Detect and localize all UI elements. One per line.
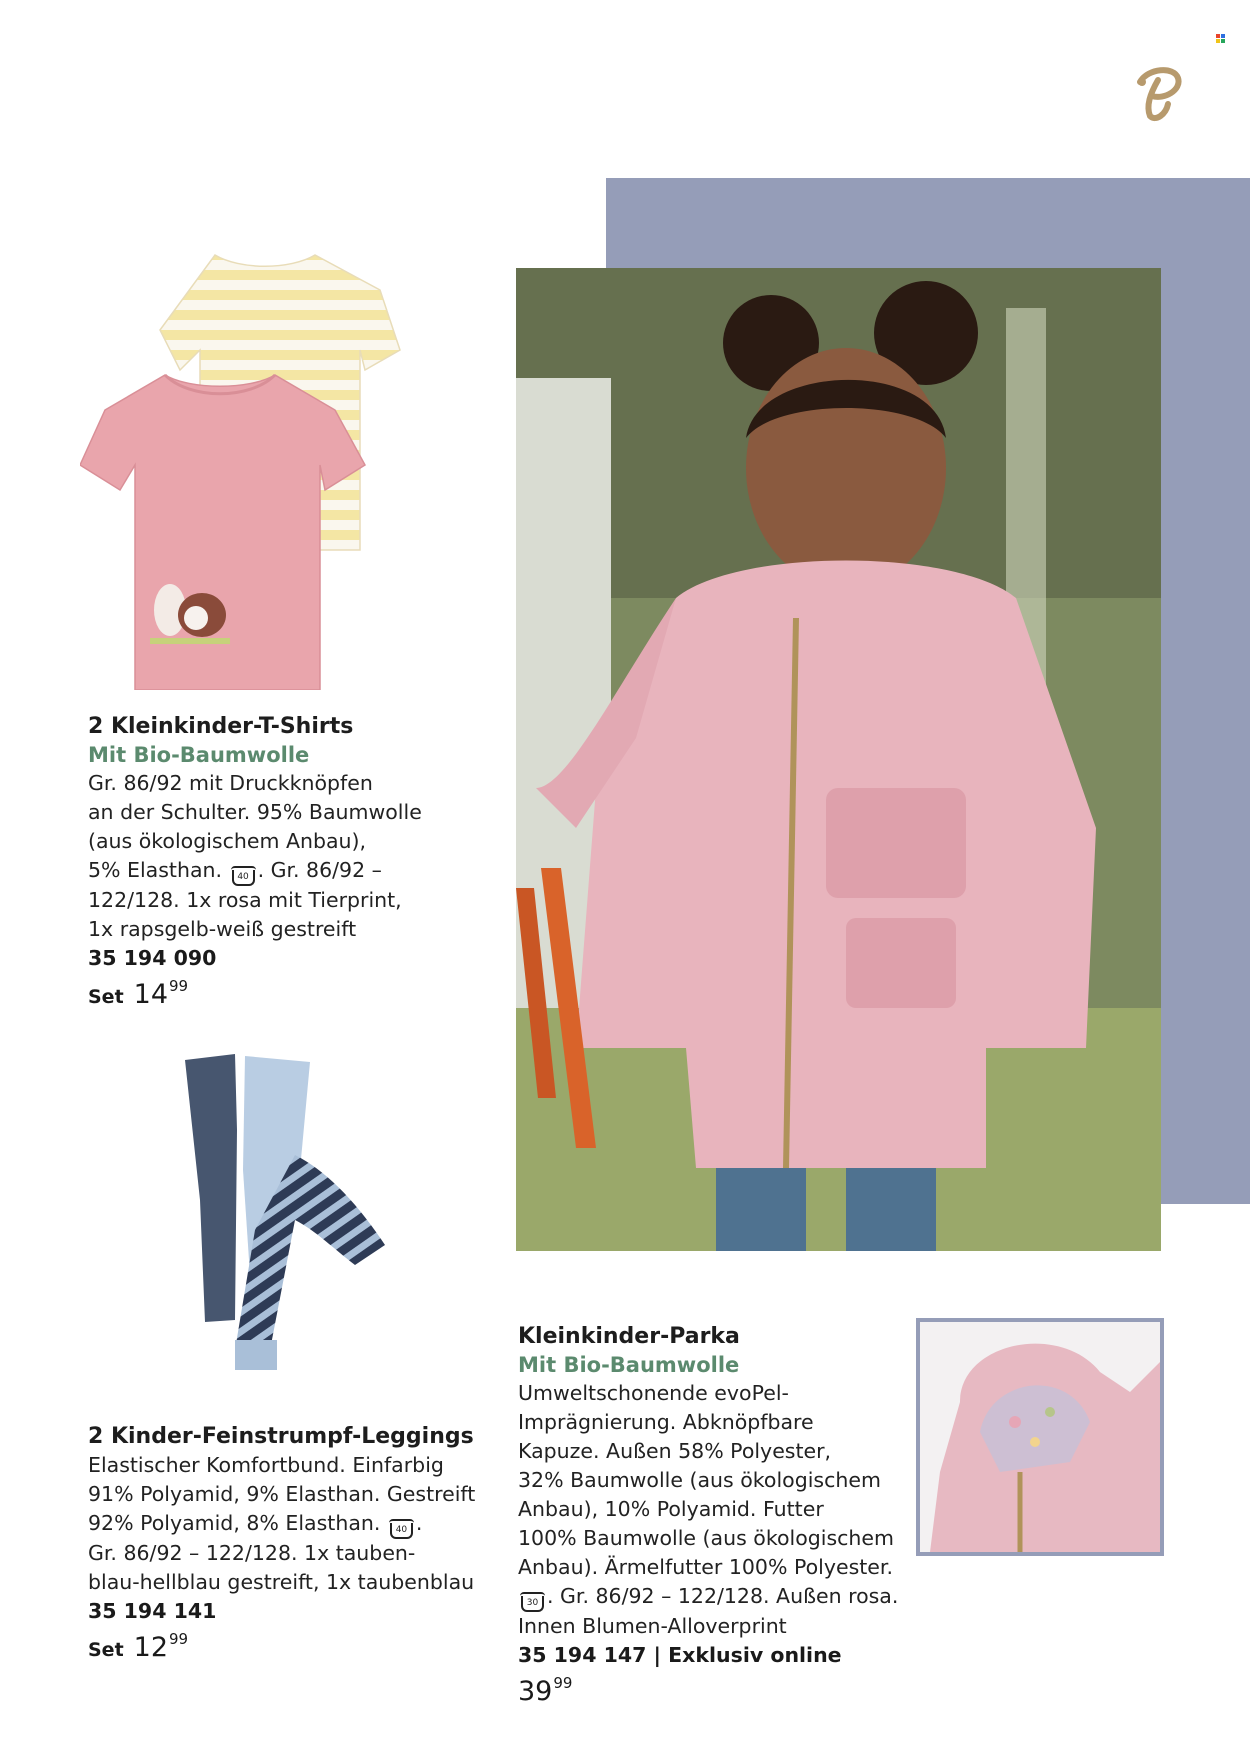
description-line: Innen Blumen-Alloverprint — [518, 1614, 787, 1638]
price-prefix: Set — [88, 1639, 124, 1661]
product-description — [88, 769, 508, 944]
description-line: Imprägnierung. Abknöpfbare — [518, 1410, 814, 1434]
product-subtitle: Mit Bio-Baumwolle — [518, 1353, 740, 1377]
description-line: 122/128. 1x rosa mit Tierprint, — [88, 888, 402, 912]
article-number: 35 194 147 | Exklusiv online — [518, 1643, 842, 1667]
product-description — [518, 1379, 918, 1641]
description-line: Kapuze. Außen 58% Polyester, — [518, 1439, 832, 1463]
description-line: an der Schulter. 95% Baumwolle — [88, 800, 422, 824]
wash-40-icon: 40 — [232, 870, 255, 886]
description-line: Elastischer Komfortbund. Einfarbig — [88, 1453, 444, 1477]
product-title: 2 Kinder-Feinstrumpf-Leggings — [88, 1424, 474, 1449]
parka-hood-photo — [920, 1322, 1160, 1552]
wash-40-icon: 40 — [390, 1523, 413, 1539]
print-color-marks — [1216, 34, 1226, 44]
product-subtitle: Mit Bio-Baumwolle — [88, 743, 310, 767]
description-line: 100% Baumwolle (aus ökologischem — [518, 1526, 894, 1550]
description-line: 30 . Gr. 86/92 – 122/128. Außen rosa. — [518, 1582, 918, 1612]
tshirts-product-image — [80, 250, 450, 690]
product-tshirts — [88, 712, 508, 1010]
description-line: 92% Polyamid, 8% Elasthan. 40 . — [88, 1509, 548, 1539]
price-euros: 14 — [133, 979, 169, 1010]
product-parka — [518, 1322, 918, 1707]
wash-30-icon: 30 — [521, 1596, 544, 1612]
description-line: 32% Baumwolle (aus ökologischem — [518, 1468, 881, 1492]
photo-illustration — [516, 268, 1161, 1251]
price-cents: 99 — [553, 1674, 573, 1692]
price-prefix: Set — [88, 986, 124, 1008]
price — [88, 1632, 548, 1663]
description-line: Anbau), 10% Polyamid. Futter — [518, 1497, 824, 1521]
price-euros: 39 — [518, 1676, 553, 1707]
product-title: 2 Kleinkinder-T-Shirts — [88, 714, 354, 739]
description-line: Gr. 86/92 mit Druckknöpfen — [88, 771, 373, 795]
description-line: Gr. 86/92 – 122/128. 1x tauben- — [88, 1541, 416, 1565]
price-cents: 99 — [169, 977, 189, 995]
price-cents: 99 — [169, 1630, 189, 1648]
article-number: 35 194 090 — [88, 946, 217, 970]
product-leggings — [88, 1422, 548, 1663]
description-line: 91% Polyamid, 9% Elasthan. Gestreift — [88, 1482, 476, 1506]
description-line: Umweltschonende evoPel- — [518, 1381, 789, 1405]
product-description — [88, 1451, 548, 1597]
parka-illustration — [920, 1322, 1160, 1552]
child-parka-photo — [516, 268, 1161, 1251]
description-line: blau-hellblau gestreift, 1x taubenblau — [88, 1570, 475, 1594]
tchibo-bean-logo-icon — [1130, 60, 1184, 124]
price-euros: 12 — [133, 1632, 169, 1663]
description-line: Anbau). Ärmelfutter 100% Polyester. — [518, 1555, 893, 1579]
product-title: Kleinkinder-Parka — [518, 1324, 740, 1349]
description-line: (aus ökologischem Anbau), — [88, 829, 367, 853]
description-line: 5% Elasthan. 40 . Gr. 86/92 – — [88, 856, 508, 886]
price — [518, 1676, 918, 1707]
article-number: 35 194 141 — [88, 1599, 217, 1623]
leggings-product-image — [175, 1050, 405, 1380]
price — [88, 979, 508, 1010]
description-line: 1x rapsgelb-weiß gestreift — [88, 917, 357, 941]
